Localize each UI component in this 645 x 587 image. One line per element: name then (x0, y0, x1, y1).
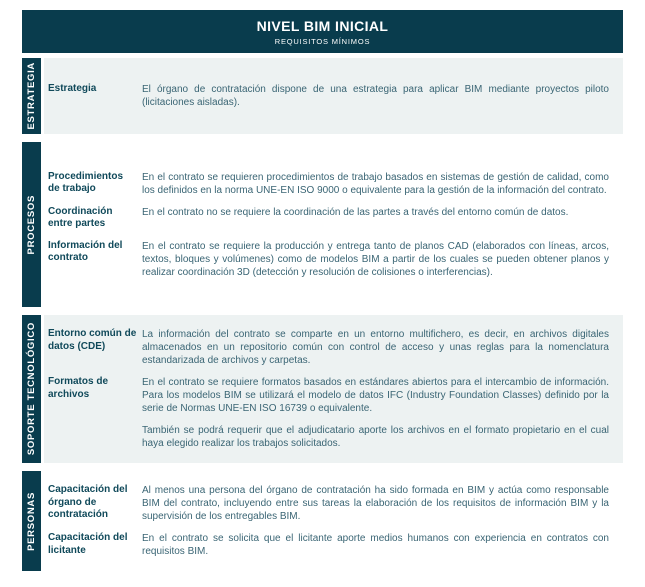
description-paragraph: En el contrato se requiere formatos basados en estándares abiertos para el intercambio de información. Para los modelos BIM se utilizará el modelo de datos IFC (Industry Foundation Classes) definido por la serie de Normas UNE-EN ISO 16739 o equivalente. (142, 377, 609, 414)
table-subtitle: REQUISITOS MÍNIMOS (274, 36, 371, 46)
row-description (142, 240, 609, 279)
row-term: Coordinación entre partes (48, 205, 113, 229)
table-row (48, 376, 609, 450)
section-content (44, 58, 623, 134)
section-band-label: SOPORTE TECNOLÓGICO (26, 322, 37, 456)
table-header (22, 10, 623, 53)
section-band-label: PROCESOS (26, 194, 37, 255)
description-paragraph: En el contrato se requiere la producción y entrega tanto de planos CAD (elaborados con líneas, arcos, textos, bloques y volúmenes) como de modelos BIM a partir de los cuales se pueden obtener planos y realizar coordinación 3D (detección y resolución de colisiones o interferencias). (142, 240, 609, 278)
row-term: Procedimientos de trabajo (48, 170, 124, 194)
description-paragraph: En el contrato se requieren procedimientos de trabajo basados en sistemas de gestión de calidad, como los definidos en la norma UNE-EN ISO 9000 o equivalente para la gestión de la información del contrato. (142, 171, 609, 196)
section-band-personas (22, 471, 41, 571)
row-description (142, 83, 609, 109)
table-row (48, 484, 609, 523)
section-procesos (22, 142, 623, 307)
section-content (44, 471, 623, 571)
row-term: Información del contrato (48, 239, 123, 263)
description-paragraph: Al menos una persona del órgano de contratación ha sido formada en BIM y actúa como responsable BIM del contrato, incluyendo entre sus tareas la elaboración de los requisitos de información BIM y la supervisión de los entregables BIM. (142, 485, 609, 522)
row-description (142, 484, 609, 523)
row-term: Formatos de archivos (48, 376, 109, 400)
section-content (44, 142, 623, 307)
section-band-label: ESTRATEGIA (26, 62, 37, 130)
row-description (142, 532, 609, 558)
section-personas (22, 471, 623, 571)
description-paragraph: En el contrato no se requiere la coordinación de las partes a través del entorno común de datos. (142, 206, 569, 218)
description-paragraph: También se podrá requerir que el adjudicatario aporte los archivos en el formato propietario en el cual haya elegido realizar los trabajos solicitados. (142, 425, 609, 449)
row-description (142, 206, 609, 231)
description-paragraph: La información del contrato se comparte en un entorno multifichero, es decir, en archivos digitales almacenados en un repositorio común con control de acceso y unas reglas para la nomenclatura estandarizada de archivos y carpetas. (142, 329, 609, 366)
description-paragraph: En el contrato se solicita que el licitante aporte medios humanos con experiencia en contratos con requisitos BIM. (142, 533, 609, 557)
section-band-estrategia (22, 58, 41, 134)
row-term: Entorno común de datos (CDE) (48, 328, 137, 352)
section-estrategia (22, 58, 623, 134)
section-band-label: PERSONAS (26, 491, 37, 551)
table-row (48, 328, 609, 367)
row-term: Capacitación del licitante (48, 532, 128, 556)
section-band-soporte-tecnologico (22, 315, 41, 463)
table-row (48, 206, 609, 231)
table-title: NIVEL BIM INICIAL (256, 17, 389, 34)
row-term: Capacitación del órgano de contratación (48, 484, 128, 520)
row-description (142, 171, 609, 197)
section-soporte-tecnologico (22, 315, 623, 463)
table-row (48, 532, 609, 558)
row-term: Estrategia (48, 83, 97, 94)
section-content (44, 315, 623, 463)
row-description (142, 328, 609, 367)
table-row (48, 240, 609, 279)
section-band-procesos (22, 142, 41, 307)
table-row (48, 83, 609, 109)
table-row (48, 171, 609, 197)
row-description (142, 376, 609, 450)
description-paragraph: El órgano de contratación dispone de una estrategia para aplicar BIM mediante proyectos piloto (licitaciones aisladas). (142, 84, 609, 108)
